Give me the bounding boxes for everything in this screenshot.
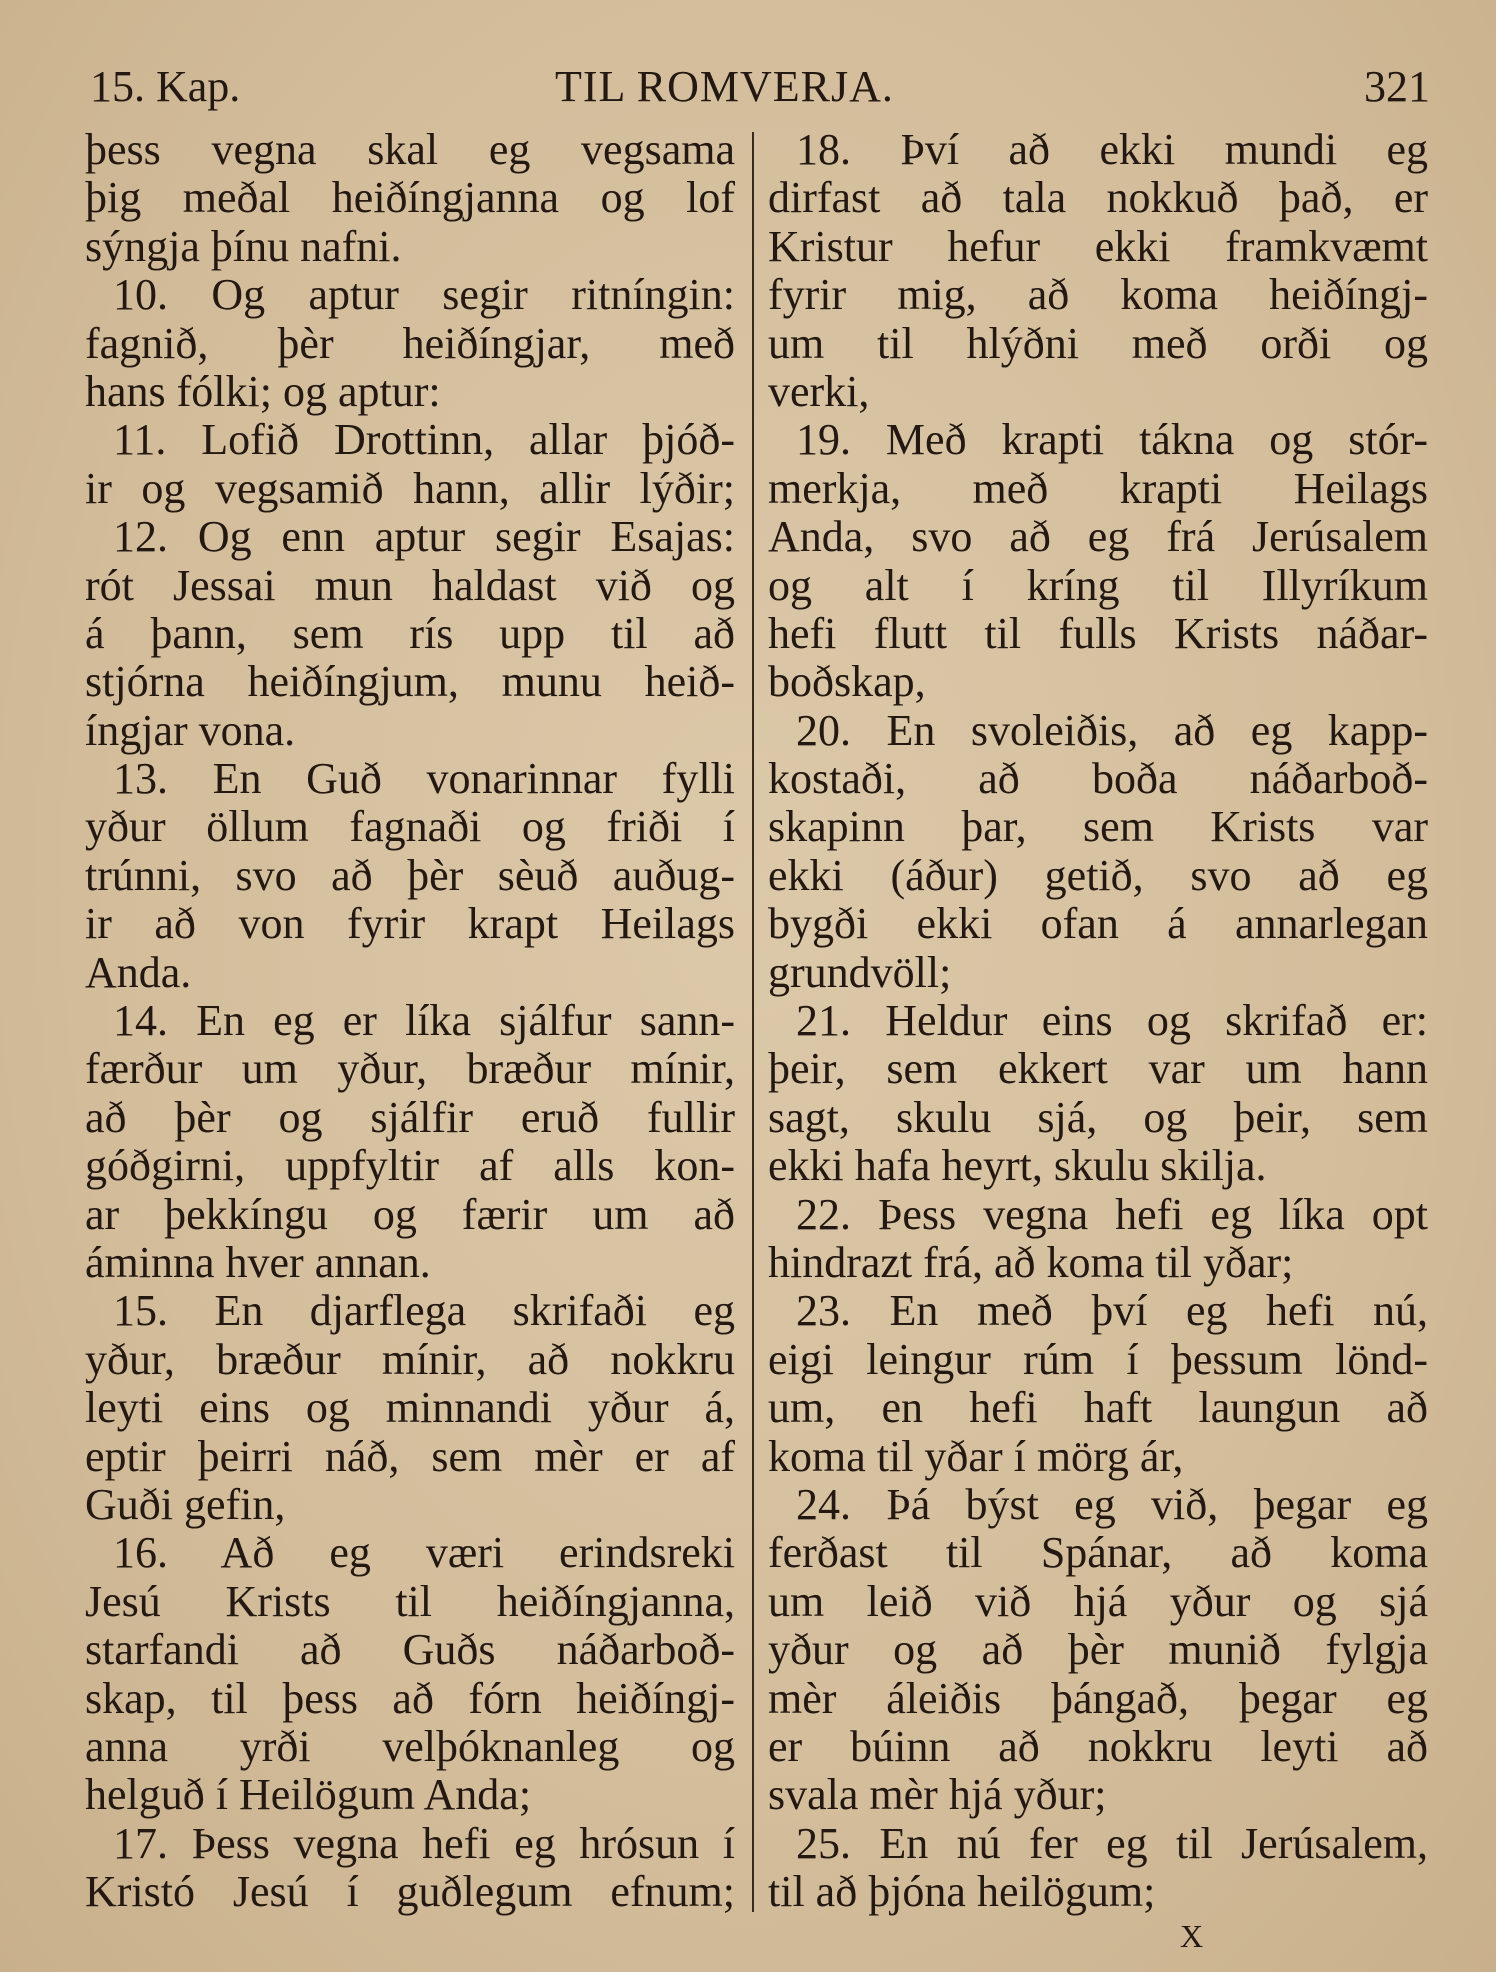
text-line: 10. Og aptur segir ritníngin: [113,271,735,320]
text-line: trúnni, svo að þèr sèuð auðug- [85,851,735,900]
text-line: leyti eins og minnandi yður á, [85,1384,735,1433]
text-line: þess vegna skal eg vegsama [85,126,735,174]
text-line: boðskap, [768,658,926,707]
chapter-label: 15. Kap. [90,62,241,111]
text-line: 24. Þá býst eg við, þegar eg [796,1480,1428,1529]
running-header [90,62,1430,112]
text-line: Kristur hefur ekki framkvæmt [768,222,1428,271]
text-line: 20. En svoleiðis, að eg kapp- [796,706,1428,755]
text-line: 14. En eg er líka sjálfur sann- [113,997,735,1046]
text-line: Jesú Krists til heiðíngjanna, [85,1577,735,1626]
text-line: dirfast að tala nokkuð það, er [768,174,1428,223]
text-line: á þann, sem rís upp til að [85,609,735,658]
text-line: ar þekkíngu og færir um að [85,1190,735,1239]
text-line: er búinn að nokkru leyti að [768,1722,1428,1771]
text-line: ir að von fyrir krapt Heilags [85,900,735,949]
text-line: skap, til þess að fórn heiðíngj- [85,1674,735,1723]
right-text-column [768,126,1428,1916]
text-line: starfandi að Guðs náðarboð- [85,1626,735,1675]
text-line: að þèr og sjálfir eruð fullir [85,1093,735,1142]
text-line: koma til yðar í mörg ár, [768,1432,1184,1481]
text-line: Guði gefin, [85,1480,286,1529]
text-line: 25. En nú fer eg til Jerúsalem, [796,1819,1428,1868]
text-line: 21. Heldur eins og skrifað er: [796,997,1428,1046]
text-line: 17. Þess vegna hefi eg hrósun í [113,1819,735,1868]
text-line: ekki hafa heyrt, skulu skilja. [768,1142,1267,1191]
text-line: yður öllum fagnaði og friði í [85,803,735,852]
signature-mark: X [1180,1918,1204,1954]
text-line: Kristó Jesú í guðlegum efnum; [85,1868,735,1917]
text-line: verki, [768,367,870,416]
text-line: bygði ekki ofan á annarlegan [768,900,1428,949]
text-line: 23. En með því eg hefi nú, [796,1287,1428,1336]
column-divider [752,132,754,1912]
text-line: ferðast til Spánar, að koma [768,1529,1428,1578]
left-text-column [85,126,735,1916]
page-number: 321 [1364,62,1430,111]
text-line: Anda. [85,948,192,997]
text-line: anna yrði velþóknanleg og [85,1722,735,1771]
text-line: 18. Því að ekki mundi eg [796,126,1428,174]
text-line: fagnið, þèr heiðíngjar, með [85,319,735,368]
text-line: svala mèr hjá yður; [768,1771,1107,1820]
text-line: 22. Þess vegna hefi eg líka opt [796,1190,1428,1239]
text-line: rót Jessai mun haldast við og [85,561,735,610]
text-line: og alt í kríng til Illyríkum [768,561,1428,610]
text-line: 15. En djarflega skrifaði eg [113,1287,735,1336]
text-line: sýngja þínu nafni. [85,222,402,271]
text-line: sagt, skulu sjá, og þeir, sem [768,1093,1428,1142]
text-line: yður, bræður mínir, að nokkru [85,1335,735,1384]
text-line: ekki (áður) getið, svo að eg [768,851,1428,900]
text-line: færður um yður, bræður mínir, [85,1045,735,1094]
text-line: mèr áleiðis þángað, þegar eg [768,1674,1428,1723]
text-line: fyrir mig, að koma heiðíngj- [768,271,1428,320]
text-line: grundvöll; [768,948,952,997]
text-line: hans fólki; og aptur: [85,367,441,416]
text-line: kostaði, að boða náðarboð- [768,755,1428,804]
text-line: yður og að þèr munið fylgja [768,1626,1428,1675]
text-line: 11. Lofið Drottinn, allar þjóð- [113,416,735,465]
text-line: 16. Að eg væri erindsreki [113,1529,735,1578]
text-line: merkja, með krapti Heilags [768,464,1428,513]
text-line: stjórna heiðíngjum, munu heið- [85,658,735,707]
text-line: um leið við hjá yður og sjá [768,1577,1428,1626]
page-title: TIL ROMVERJA. [555,62,894,111]
text-line: hefi flutt til fulls Krists náðar- [768,609,1428,658]
text-line: þig meðal heiðíngjanna og lof [85,174,735,223]
text-line: 19. Með krapti tákna og stór- [796,416,1428,465]
text-line: 12. Og enn aptur segir Esajas: [113,513,735,562]
text-line: um, en hefi haft laungun að [768,1384,1428,1433]
text-line: áminna hver annan. [85,1238,431,1287]
text-line: helguð í Heilögum Anda; [85,1771,532,1820]
text-line: til að þjóna heilögum; [768,1868,1156,1917]
text-line: eptir þeirri náð, sem mèr er af [85,1432,735,1481]
text-line: skapinn þar, sem Krists var [768,803,1428,852]
text-line: eigi leingur rúm í þessum lönd- [768,1335,1428,1384]
text-line: hindrazt frá, að koma til yðar; [768,1238,1294,1287]
text-line: ir og vegsamið hann, allir lýðir; [85,464,735,513]
text-line: þeir, sem ekkert var um hann [768,1045,1428,1094]
text-line: íngjar vona. [85,706,296,755]
text-line: um til hlýðni með orði og [768,319,1428,368]
text-line: 13. En Guð vonarinnar fylli [113,755,735,804]
text-line: góðgirni, uppfyltir af alls kon- [85,1142,735,1191]
text-line: Anda, svo að eg frá Jerúsalem [768,513,1428,562]
